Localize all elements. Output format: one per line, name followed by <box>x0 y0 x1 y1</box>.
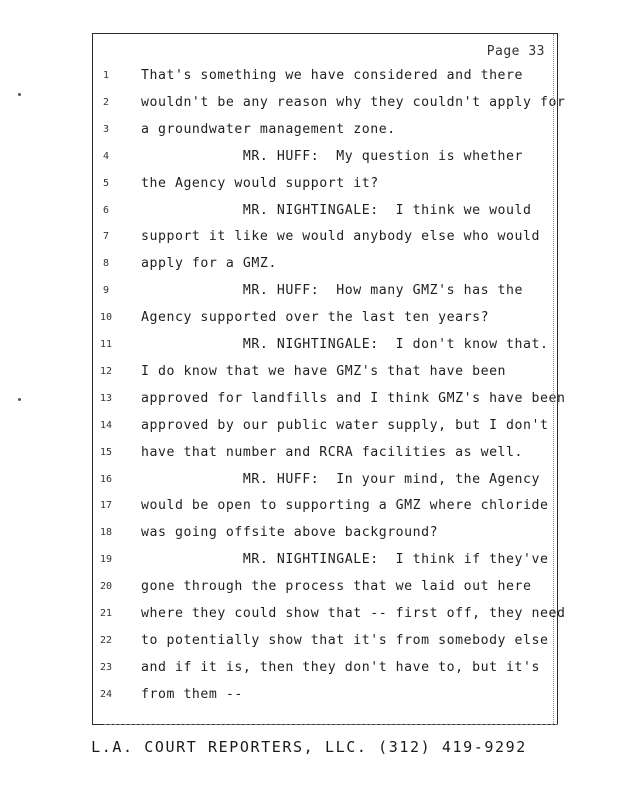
line-number: 21 <box>99 608 113 619</box>
line-number: 9 <box>102 285 110 297</box>
transcript-line-text: apply for a GMZ. <box>141 256 277 272</box>
transcript-page <box>92 33 566 725</box>
transcript-line-text: wouldn't be any reason why they couldn't apply for <box>141 94 566 110</box>
line-number: 8 <box>102 258 110 270</box>
transcript-line-text: MR. HUFF: How many GMZ's has the <box>141 283 524 299</box>
line-number: 7 <box>102 231 110 243</box>
line-number: 18 <box>99 527 113 539</box>
transcript-line-text: where they could show that -- first off, they need <box>141 606 566 621</box>
line-number: 4 <box>102 150 110 162</box>
line-number: 14 <box>99 419 113 431</box>
line-number: 11 <box>99 339 113 350</box>
line-number: 1 <box>102 70 110 81</box>
transcript-line-text: I do know that we have GMZ's that have been <box>141 363 507 379</box>
scan-speck <box>18 398 21 401</box>
line-number: 2 <box>102 96 110 108</box>
transcript-line-text: approved for landfills and I think GMZ's have been <box>141 390 566 406</box>
transcript-line-text: MR. NIGHTINGALE: I don't know that. <box>141 337 549 352</box>
line-number: 6 <box>102 204 110 216</box>
transcript-line-text: MR. HUFF: In your mind, the Agency <box>141 471 541 487</box>
bottom-rule <box>104 724 558 725</box>
footer-court-reporter: L.A. COURT REPORTERS, LLC. (312) 419-9292 <box>91 738 527 756</box>
transcript-line-text: MR. NIGHTINGALE: I think if they've <box>141 552 549 568</box>
transcript-line-text: to potentially show that it's from somebody else <box>141 632 549 648</box>
line-number: 10 <box>99 312 113 324</box>
line-number: 24 <box>99 688 113 700</box>
page-number: Page 33 <box>486 44 545 59</box>
line-number: 17 <box>99 500 113 512</box>
line-number: 13 <box>99 392 113 404</box>
transcript-line-text: support it like we would anybody else who would <box>141 229 541 245</box>
transcript-line-text: the Agency would support it? <box>141 175 379 191</box>
line-number: 12 <box>99 365 113 377</box>
transcript-line-text: MR. HUFF: My question is whether <box>141 148 524 164</box>
transcript-line-text: MR. NIGHTINGALE: I think we would <box>141 202 532 218</box>
transcript-line-text: gone through the process that we laid out here <box>141 579 532 595</box>
transcript-line-text: and if it is, then they don't have to, but it's <box>141 659 541 675</box>
line-number: 20 <box>99 581 113 593</box>
transcript-line-text: from them -- <box>141 686 243 702</box>
transcript-line-text: would be open to supporting a GMZ where chloride <box>141 498 549 514</box>
transcript-line-text: was going offsite above background? <box>141 525 439 541</box>
line-number: 22 <box>99 634 113 646</box>
transcript-line-text: approved by our public water supply, but I don't <box>141 417 549 433</box>
line-number: 23 <box>99 661 113 673</box>
line-number: 16 <box>99 473 113 485</box>
line-number: 19 <box>99 554 113 566</box>
line-number: 5 <box>102 177 110 189</box>
transcript-line-text: That's something we have considered and there <box>141 68 524 83</box>
transcript-line-text: a groundwater management zone. <box>141 121 396 137</box>
transcript-line-text: have that number and RCRA facilities as well. <box>141 444 524 460</box>
line-number: 15 <box>99 446 113 458</box>
scan-speck <box>18 93 21 96</box>
line-number: 3 <box>102 123 110 135</box>
transcript-line-text: Agency supported over the last ten years? <box>141 310 490 326</box>
